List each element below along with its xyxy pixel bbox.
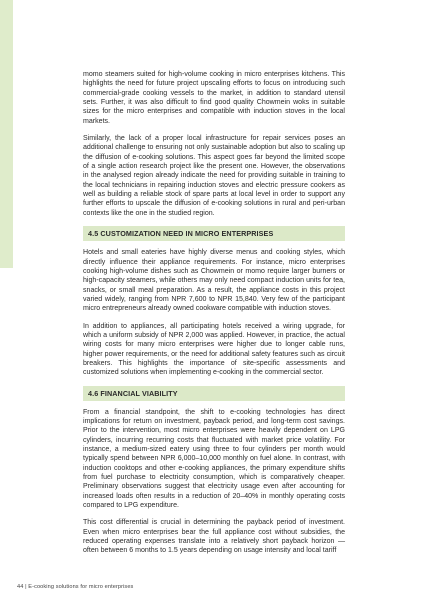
body-paragraph: From a financial standpoint, the shift to e-cooking technologies has direct implications for return on investment, payback period, and long-term cost savings. Prior to the intervention, most micro enterprises were heavily dependent on LPG cylinders, incurring recurring costs that fluctuated with market price volatility. For instance, a medium-sized eatery using three to four cylinders per month would typically spend between NPR 6,000–10,000 monthly on fuel alone. In contrast, with induction cooktops and other e-cooking appliances, the primary expenditure shifts from fuel purchase to electricity consumption, which is comparatively cheaper. Preliminary observations suggest that electricity usage even after accounting for increased loads often results in a reduction of 20–40% in monthly operating costs compared to LPG expenditure.	[83, 408, 345, 510]
body-paragraph: Hotels and small eateries have highly diverse menus and cooking styles, which directly influence their appliance requirements. For instance, micro enterprises cooking high-volume dishes such as Chowmein or momo require larger burners or high-capacity steamers, while others may only need compact induction units for tea, snacks, or small meal preparation. As a result, the appliance costs in this project varied widely, ranging from NPR 7,600 to NPR 15,840. Very few of the participant micro entrepreneurs already owned cookware compatible with induction stoves.	[83, 249, 345, 313]
body-paragraph: This cost differential is crucial in determining the payback period of investment. Even when micro enterprises bear the full appliance cost without subsidies, the reduced operating expenses translate into a relatively short payback horizon — often between 6 months to 1.5 years depending on usage intensity and local tariff	[83, 519, 345, 555]
section-heading-4-5: 4.5 CUSTOMIZATION NEED IN MICRO ENTERPRISES	[83, 226, 345, 241]
side-accent-bar	[0, 0, 13, 268]
body-paragraph: momo steamers suited for high-volume cooking in micro enterprises kitchens. This highlights the need for future project upscaling efforts to focus on introducing such commercial-grade cooking vessels to the market, in addition to standard utensil sets. Further, it was also difficult to find good quality Chowmein woks in suitable sizes for the micro enterprises and compatible with induction stoves in the local markets.	[83, 71, 345, 125]
page-body	[83, 70, 345, 564]
body-paragraph: Similarly, the lack of a proper local infrastructure for repair services poses an additional challenge to ensuring not only sustainable adoption but also to scaling up the diffusion of e-cooking solutions. This aspect goes far beyond the limited scope of a single action research project like the present one. However, the observations in the analysed region already indicate the need for providing suitable in training to the local technicians in repairing induction stoves and electric pressure cookers as well as building a reliable stock of spare parts at local level in order to support any further efforts to upscale the diffusion of e-cooking solutions in rural and peri-urban contexts like the one in the studied region.	[83, 135, 345, 217]
page-footer: 44 | E-cooking solutions for micro enterprises	[17, 584, 134, 590]
body-paragraph: In addition to appliances, all participating hotels received a wiring upgrade, for which a uniform subsidy of NPR 2,000 was applied. However, in practice, the actual wiring costs for many micro enterprises were higher due to longer cable runs, higher power requirements, or the need for additional safety features such as circuit breakers. This highlights the importance of site-specific assessments and customized solutions when implementing e-cooking in the commercial sector.	[83, 322, 345, 377]
section-heading-4-6: 4.6 FINANCIAL VIABILITY	[83, 386, 345, 401]
